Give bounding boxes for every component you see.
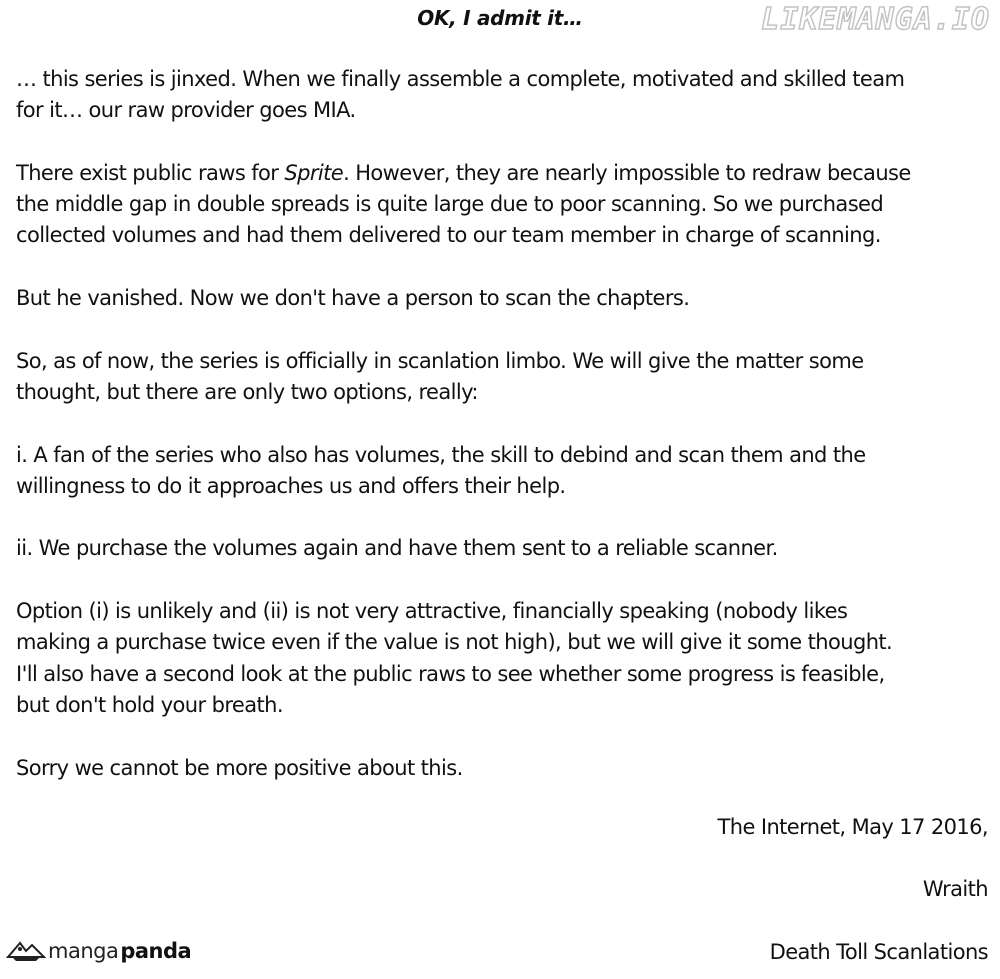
notice-body [16, 64, 996, 784]
series-title: Sprite [284, 160, 344, 185]
mangapanda-logo[interactable] [6, 937, 191, 965]
paragraph-public-raws-rest: . However, they are nearly impossible to redraw because the middle gap in double spreads is quite large due to poor scanning. So we purchased collected volumes and had them delivered to our team member in charge of scanning. [16, 160, 911, 248]
paragraph-jinxed [16, 64, 996, 127]
signoff-date: The Internet, May 17 2016, [717, 815, 988, 839]
paragraph-sorry: Sorry we cannot be more positive about this. [16, 755, 463, 780]
paragraph-limbo: So, as of now, the series is officially in scanlation limbo. We will give the matter some thought, but there are only two options, really: [16, 348, 864, 404]
logo-text-panda: panda [120, 939, 192, 963]
paragraph-option-i: i. A fan of the series who also has volumes, the skill to debind and scan them and the willingness to do it approaches us and offers their help. [16, 442, 866, 498]
mangapanda-logo-icon [6, 937, 46, 965]
signoff-author: Wraith [922, 877, 988, 901]
logo-text-manga: manga [48, 939, 119, 963]
watermark: LIKEMANGA.IO [761, 2, 990, 37]
paragraph-jinxed-line-2: for it… our raw provider goes MIA. [16, 98, 356, 123]
signoff-group: Death Toll Scanlations [769, 940, 988, 964]
paragraph-public-raws-start: There exist public raws for [16, 160, 285, 185]
paragraph-jinxed-line-1: … this series is jinxed. When we finally assemble a complete, motivated and skilled team [16, 67, 905, 91]
page-title: OK, I admit it… [417, 6, 583, 30]
paragraph-options-discussion: Option (i) is unlikely and (ii) is not very attractive, financially speaking (nobody likes making a purchase twice even if the value is not high), but we will give it some thought. I'll also have a second look at the public raws to see whether some progress is feasible, but don't hold your breath. [16, 599, 893, 717]
paragraph-option-ii: ii. We purchase the volumes again and have them sent to a reliable scanner. [16, 536, 778, 561]
paragraph-public-raws [16, 158, 996, 252]
paragraph-vanished: But he vanished. Now we don't have a person to scan the chapters. [16, 286, 690, 311]
